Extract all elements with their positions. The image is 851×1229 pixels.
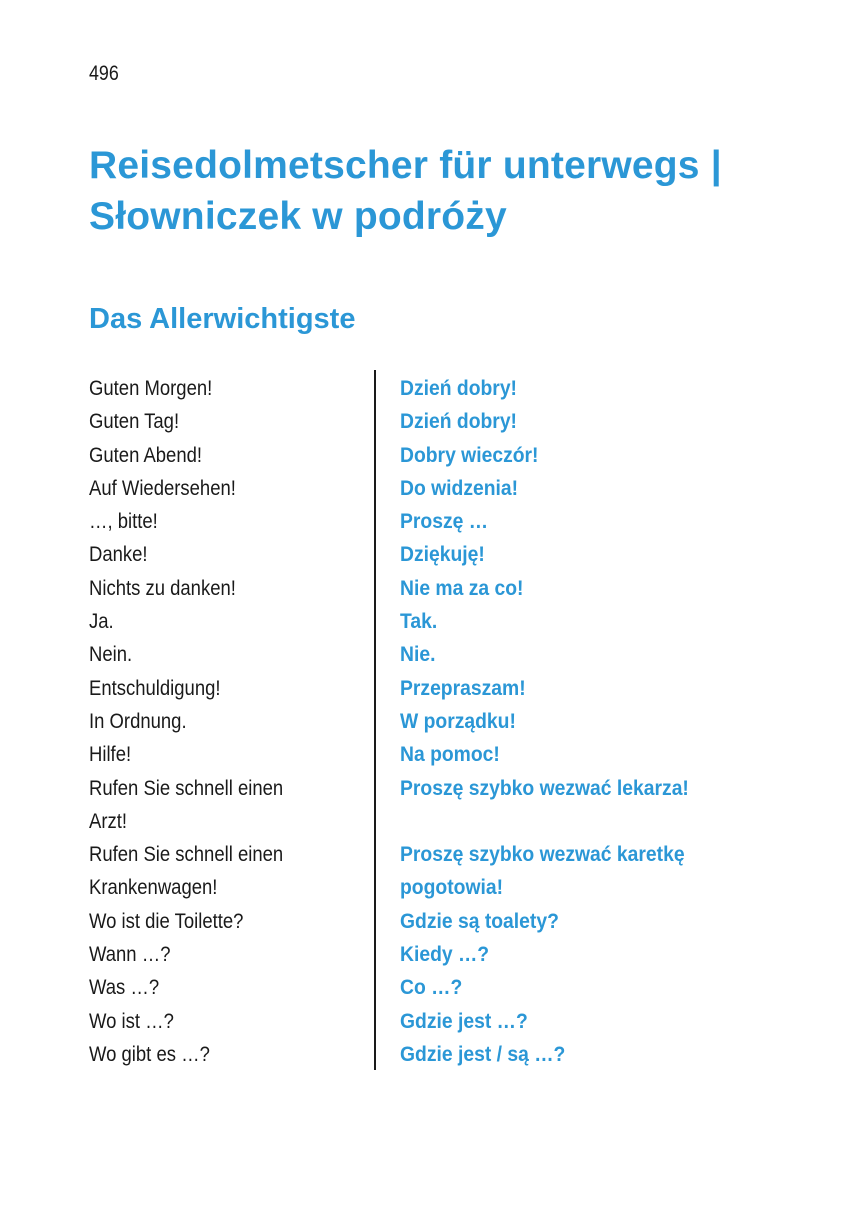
german-phrase: Rufen Sie schnell einen xyxy=(89,843,284,867)
polish-phrase: Na pomoc! xyxy=(400,743,500,767)
german-phrase: Was …? xyxy=(89,976,160,1000)
german-phrase: Hilfe! xyxy=(89,743,132,767)
polish-phrase: Do widzenia! xyxy=(400,476,519,500)
german-phrase: Guten Morgen! xyxy=(89,377,213,400)
page-number: 496 xyxy=(89,62,119,85)
polish-phrase: Gdzie jest …? xyxy=(400,1009,528,1033)
polish-phrase: Nie ma za co! xyxy=(400,576,524,600)
german-phrase: Wo ist …? xyxy=(89,1009,174,1033)
german-phrase: Nichts zu danken! xyxy=(89,576,236,600)
polish-phrase: Dzień dobry! xyxy=(400,377,517,400)
polish-phrase: Tak. xyxy=(400,610,438,634)
german-phrase: Entschuldigung! xyxy=(89,676,221,700)
page-title-line-2: Słowniczek w podróży xyxy=(89,195,507,238)
polish-phrase: Gdzie jest / są …? xyxy=(400,1042,566,1066)
polish-phrase xyxy=(400,805,786,838)
polish-phrase: Przepraszam! xyxy=(400,676,526,700)
column-divider xyxy=(374,370,376,1070)
polish-phrase: Dobry wieczór! xyxy=(400,443,539,467)
german-phrase: …, bitte! xyxy=(89,510,158,534)
polish-phrase: Proszę szybko wezwać lekarza! xyxy=(400,776,689,800)
polish-phrase: pogotowia! xyxy=(400,876,504,900)
polish-column xyxy=(400,372,820,1071)
polish-phrase: Nie. xyxy=(400,643,436,667)
polish-phrase: Dziękuję! xyxy=(400,543,485,567)
polish-phrase: Gdzie są toalety? xyxy=(400,909,559,933)
section-title: Das Allerwichtigste xyxy=(89,303,356,335)
polish-phrase: Dzień dobry! xyxy=(400,410,517,434)
polish-phrase: Co …? xyxy=(400,976,463,1000)
page-title xyxy=(89,140,722,242)
german-column xyxy=(89,372,369,1071)
polish-phrase: Proszę … xyxy=(400,510,489,534)
german-phrase: Auf Wiedersehen! xyxy=(89,476,236,500)
german-phrase: In Ordnung. xyxy=(89,709,187,733)
german-phrase: Wann …? xyxy=(89,943,171,967)
polish-phrase: W porządku! xyxy=(400,709,516,733)
german-phrase: Arzt! xyxy=(89,809,127,833)
german-phrase: Nein. xyxy=(89,643,133,667)
polish-phrase: Proszę szybko wezwać karetkę xyxy=(400,843,685,867)
german-phrase: Guten Abend! xyxy=(89,443,203,467)
german-phrase: Wo gibt es …? xyxy=(89,1042,210,1066)
polish-phrase: Kiedy …? xyxy=(400,943,490,967)
german-phrase: Ja. xyxy=(89,610,114,634)
german-phrase: Rufen Sie schnell einen xyxy=(89,776,284,800)
page-title-line-1: Reisedolmetscher für unterwegs | xyxy=(89,144,722,187)
german-phrase: Wo ist die Toilette? xyxy=(89,909,244,933)
german-phrase: Krankenwagen! xyxy=(89,876,218,900)
german-phrase: Guten Tag! xyxy=(89,410,180,434)
german-phrase: Danke! xyxy=(89,543,148,567)
